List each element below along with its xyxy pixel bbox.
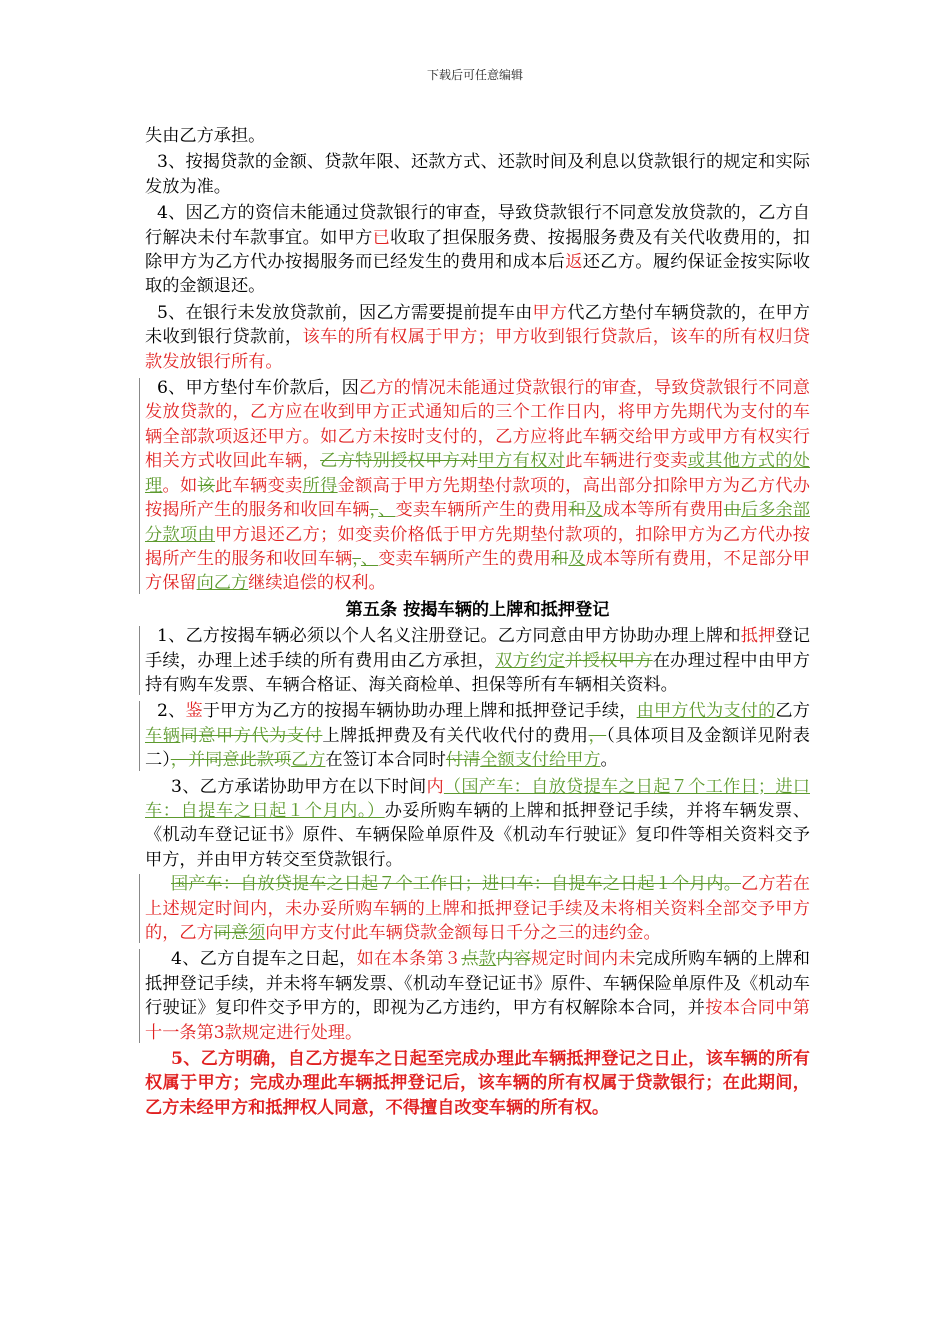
clause-6-inserted-s: 后多余部分款项由	[145, 500, 810, 545]
clause-6-inserted-f: 或其他方式的处理	[145, 451, 810, 496]
a3b-deleted-c: 同意	[213, 923, 249, 943]
a3b-text-b: 乙方若在上述规定时间内，未办妥所购车辆的上牌和抵押登记手续及未将相关资料全部交予甲方的，乙方	[145, 874, 810, 943]
a3-text-d: 办妥所购车辆的上牌和抵押登记手续，并将车辆发票、《机动车登记证书》原件、车辆保险单原件及《机动车行驶证》复印件等相关资料交予甲方，并由甲方转交至贷款银行。	[145, 800, 810, 870]
paragraph-continuation: 失由乙方承担。	[145, 126, 266, 146]
a3-insert-b: 内	[426, 776, 444, 797]
clause-6-text-ab: 继续追偿的权利。	[248, 573, 386, 594]
clause-4-text-c: 收取了担保服务费、按揭服务费及有关代收费用的，扣除甲方为乙方代办按揭服务而已经发生的费用和成本后	[145, 227, 810, 273]
article-5-clause-3-penalty	[145, 872, 810, 945]
clause-5-insert-b: 甲方	[532, 302, 568, 323]
clause-6-text-q: 成本等所有费用	[602, 500, 724, 521]
a1-insert-b: 抵押	[740, 626, 776, 647]
a4-text-g: 完成所购车辆的上牌和抵押登记手续，并未将车辆发票、《机动车登记证书》原件、车辆保险单原件及《机动车行驶证》复印件交予甲方的，即视为乙方违约，甲方有权解除本合同，并	[145, 949, 810, 1019]
a2-inserted-f: 车辆	[145, 725, 181, 746]
clause-6-deleted-o: 和	[568, 500, 586, 521]
a1-text-a: 1、乙方按揭车辆必须以个人名义注册登记。乙方同意由甲方协助办理上牌和	[157, 626, 741, 647]
a4-insert-h: 按本合同中第十一条第3款规定进行处理。	[145, 998, 810, 1043]
a2-inserted-l: 乙方	[291, 750, 326, 771]
clause-6-inserted-p: 及	[585, 500, 603, 521]
a2-deleted-g: 同意甲方代为支付	[180, 725, 323, 746]
a2-text-e: 乙方	[775, 701, 810, 722]
clause-6-inserted-y: 及	[568, 548, 586, 569]
clause-6-text-n: 变卖车辆所产生的费用	[395, 500, 569, 521]
clause-4-text-a: 4、因乙方的资信未能通过贷款银行的审查，导致贷款银行不同意发放贷款的，乙方自行解决未付车款事宜。如甲方	[145, 203, 810, 248]
article-5-clause-5: 5、乙方明确，自乙方提车之日起至完成办理此车辆抵押登记之日止，该车辆的所有权属于甲方；完成办理此车辆抵押登记后，该车辆的所有权属于贷款银行；在此期间，乙方未经甲方和抵押权人同意，不得擅自改变车辆的所有权。	[145, 1049, 810, 1118]
a1-deleted-e: 并授权甲方	[565, 650, 653, 671]
clause-6-text-t: 甲方退还乙方；如变卖价格低于甲方先期垫付款项的，扣除甲方为乙方代办按揭所产生的服务和收回车辆	[145, 524, 810, 569]
clause-6-inserted-j: 所得	[302, 475, 338, 496]
a3-text-a: 3、乙方承诺协助甲方在以下时间	[171, 776, 427, 797]
a4-inserted-d: 款	[478, 949, 497, 970]
article-5-clause-2	[145, 699, 810, 772]
page-header: 下载后可任意编辑	[426, 68, 523, 82]
article-5-clause-3	[145, 775, 810, 873]
a3b-text-e: 向甲方支付此车辆贷款金额每日千分之三的违约金。	[265, 923, 661, 943]
a2-deleted-i: ，	[588, 725, 607, 746]
a4-text-a: 4、乙方自提车之日起，	[171, 949, 357, 970]
clause-6-inserted-m: 、	[378, 500, 396, 521]
clause-4	[145, 201, 810, 299]
a2-inserted-d: 由甲方代为支付的	[636, 701, 776, 722]
clause-6-inserted-d: 甲方有权对	[477, 451, 566, 472]
a2-deleted-k: ，并同意此款项	[170, 750, 292, 771]
clause-6-text-e: 此车辆进行变卖	[565, 451, 688, 472]
a1-text-c: 登记手续，办理上述手续的所有费用由乙方承担，	[145, 626, 810, 671]
clause-6-inserted-aa: 向乙方	[196, 573, 249, 594]
section-heading: 第五条 按揭车辆的上牌和抵押登记	[345, 599, 610, 620]
a4-deleted-c: 点	[461, 949, 479, 970]
a2-insert-b: 鉴	[185, 701, 203, 722]
clause-4-insert-d: 返	[565, 252, 583, 273]
clause-6-inserted-v: 、	[360, 548, 379, 569]
clause-6-text-g: 。如	[162, 475, 198, 496]
clause-6-text-z: 成本等所有费用，不足部分甲方保留	[145, 548, 810, 594]
a2-text-h: 上牌抵押费及有关代收代付的费用	[322, 725, 589, 746]
a3b-inserted-d: 须	[248, 923, 266, 943]
clause-3: 3、按揭贷款的金额、贷款年限、还款方式、还款时间及利息以贷款银行的规定和实际发放为准。	[145, 152, 810, 197]
clause-5-text-c: 代乙方垫付车辆贷款的，在甲方未收到银行贷款前，	[145, 302, 810, 348]
clause-4-text-e: 还乙方。履约保证金按实际收取的金额退还。	[145, 252, 810, 297]
clause-6-text-a: 6、甲方垫付车价款后，因	[157, 378, 359, 399]
a2-text-c: 于甲方为乙方的按揭车辆协助办理上牌和抵押登记手续，	[202, 701, 637, 722]
clause-6-text-i: 此车辆变卖	[215, 475, 303, 496]
clause-6-text-k: 金额高于甲方先期垫付款项的，高出部分扣除甲方为乙方代办按揭所产生的服务和收回车辆	[145, 475, 810, 521]
clause-6-text-w: 变卖车辆所产生的费用	[378, 548, 551, 569]
a2-text-m: 在签订本合同时	[325, 750, 446, 771]
a4-insert-b: 如在本条第３	[356, 949, 462, 970]
clause-4-insert-b: 已	[372, 227, 391, 248]
a2-text-j: （具体项目及金额详见附表二）	[145, 725, 810, 771]
a2-text-a: 2、	[157, 701, 186, 722]
a1-inserted-d: 双方约定	[495, 650, 566, 671]
clause-6-deleted-x: 和	[550, 548, 569, 569]
clause-6-insert-b: 乙方的情况未能通过贷款银行的审查，导致贷款银行不同意发放贷款的，乙方应在收到甲方正式通知后的三个工作日内，将甲方先期代为支付的车辆全部款项返还甲方。如乙方未按时支付的，乙方应将此车辆交给甲方或甲方有权实行相关方式收回此车辆，	[145, 378, 810, 472]
a2-text-p: 。	[600, 750, 618, 771]
clause-5-text-a: 5、在银行未发放贷款前，因乙方需要提前提车由	[157, 302, 533, 323]
a1-text-f: 在办理过程中由甲方持有购车发票、车辆合格证、海关商检单、担保等所有车辆相关资料。	[145, 650, 810, 695]
a2-deleted-n: 付清	[445, 750, 481, 771]
a2-inserted-o: 全额支付给甲方	[480, 750, 601, 771]
a3-inserted-c: （国产车：自放贷提车之日起７个工作日；进口车：自提车之日起１个月内。）	[145, 776, 810, 821]
clause-5	[145, 301, 810, 374]
clause-5-insert-d: 该车的所有权属于甲方；甲方收到银行贷款后，该车的所有权归贷款发放银行所有。	[145, 327, 810, 372]
a4-deleted-e: 内容	[496, 949, 532, 970]
a3b-deleted-a: 国产车：自放贷提车之日起７个工作日；进口车：自提车之日起１个月内。	[171, 874, 741, 895]
clause-6-deleted-r: 由	[723, 500, 741, 521]
clause-6-deleted-h: 该	[197, 475, 216, 496]
clause-6-deleted-l: ，	[369, 500, 379, 521]
article-5-clause-4	[145, 947, 810, 1045]
a4-insert-f: 规定时间内未	[531, 949, 636, 970]
clause-6-deleted-u: ，	[352, 548, 361, 569]
article-5-clause-1	[145, 624, 810, 697]
clause-6-deleted-c: 乙方特别授权甲方对	[320, 451, 478, 472]
clause-6	[145, 376, 810, 596]
document-body	[145, 124, 810, 1120]
